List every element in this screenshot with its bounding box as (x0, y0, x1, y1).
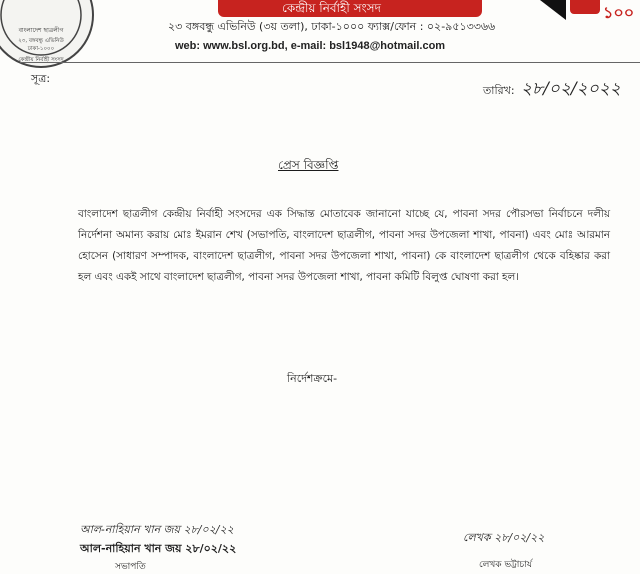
date-value: ২৮/০২/২০২২ (521, 79, 621, 99)
address-line: ২৩ বঙ্গবন্ধু এভিনিউ (৩য় তলা), ঢাকা-১০০০ ফ্যাক্স/ফোন : ০২-৯৫১৩৩৬৬ (168, 20, 496, 33)
logo-triangle-icon (540, 0, 566, 20)
header-divider (20, 62, 640, 63)
seal-line-top: বাংলাদেশ ছাত্রলীগ (18, 27, 64, 34)
press-release-title: প্রেস বিজ্ঞপ্তি (278, 158, 339, 172)
logo-mark-icon (570, 0, 600, 14)
logo-number: ১০০ (603, 5, 635, 22)
president-title: সভাপতি (115, 562, 146, 572)
president-handwritten-signature: আল-নাহিয়ান খান জয় ২৮/০২/২২ (80, 523, 234, 536)
organization-seal (0, 0, 96, 70)
president-name: আল-নাহিয়ান খান জয় ২৮/০২/২২ (80, 542, 237, 555)
org-name: কেন্দ্রীয় নির্বাহী সংসদ (282, 1, 381, 15)
secretary-name: লেখক ভট্টাচার্য (479, 560, 533, 570)
seal-line-low: ঢাকা-১০০০ (27, 46, 55, 52)
centenary-logo (540, 0, 640, 22)
date-label: তারিখ: (483, 84, 515, 97)
seal-line-bottom: কেন্দ্রীয় নির্বাহী সংসদ (18, 57, 64, 63)
web-email-line: web: www.bsl.org.bd, e-mail: bsl1948@hotmail.com (175, 40, 446, 52)
president-signature-block (80, 521, 330, 570)
directive-text: নির্দেশক্রমে- (287, 372, 338, 385)
seal-line-middle: ২৩, বঙ্গবন্ধু এভিনিউ (18, 38, 64, 44)
reference-label: সূত্র: (31, 72, 51, 85)
secretary-handwritten-signature: লেখক ২৮/০২/২২ (463, 531, 545, 544)
secretary-signature-block (453, 529, 640, 570)
press-release-body: বাংলাদেশ ছাত্রলীগ কেন্দ্রীয় নির্বাহী সংসদের এক সিদ্ধান্ত মোতাবেক জানানো যাচ্ছে যে, পাবনা সদর পৌরসভা নির্বাচনে দলীয় নির্দেশনা অমান্য করায় মোঃ ইমরান শেখ (সভাপতি, বাংলাদেশ ছাত্রলীগ, পাবনা সদর উপজেলা শাখা, পাবনা) এবং মোঃ আরমান হোসেন (সাধারণ সম্পাদক, বাংলাদেশ ছাত্রলীগ, পাবনা সদর উপজেলা শাখা, পাবনা) কে বাংলাদেশ ছাত্রলীগ থেকে বহিষ্কার করা হল এবং একই সাথে বাংলাদেশ ছাত্রলীগ, পাবনা সদর উপজেলা শাখা, পাবনা কমিটি বিলুপ্ত ঘোষণা করা হল। (78, 208, 610, 283)
